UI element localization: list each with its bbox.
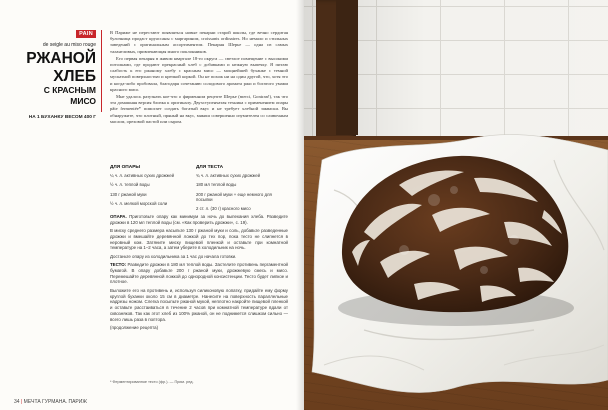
title-line-3: С КРАСНЫМ bbox=[43, 85, 96, 95]
dough-ingredients bbox=[196, 165, 288, 215]
title-line-1: РЖАНОЙ bbox=[26, 50, 96, 67]
starter-heading: ДЛЯ ОПАРЫ bbox=[110, 165, 141, 170]
step-text: Приготовьте опару как минимум за ночь до выпекания хлеба. Разведите дрожжи в 120 мл теплой воды (см. «Как проверить дрожжи», с. 19). bbox=[110, 214, 288, 225]
ingredient-item: 130 г ржаной муки bbox=[110, 191, 147, 197]
french-subtitle: de seigle au miso rouge bbox=[42, 42, 96, 48]
starter-ingredients bbox=[110, 165, 190, 210]
dough-heading: ДЛЯ ТЕСТА bbox=[196, 165, 224, 170]
step-text: Разведите дрожжи в 180 мл теплой воды. Застелите противень пергаментной бумагой. В опару добавьте 200 г ржаной муки, дрожжевую смесь и мисо. Перемешайте деревянной ложкой до однородной консистенции. Тесто будет липкое и плотное. bbox=[110, 262, 288, 285]
page-number: 34 bbox=[14, 399, 20, 405]
intro-paragraph: Мне удалось разузнать кое-что о фирменном рецепте Шерье (merci, Gontran!), так что эта домашняя версия близка к оригиналу. Двухступенчатая техника с применением опары pâte fermentée* помогает создать богатый вкус и не требует хлебной закваски. Вы обнаружите, что плотный, пряный на вкус, мякиш совершенно изумителен со сливочным маслом, ореховой пастой или сыром. bbox=[110, 94, 288, 124]
recipe-yield: НА 1 БУХАНКУ ВЕСОМ 400 Г bbox=[28, 115, 96, 120]
ingredient-item: 200 г ржаной муки + еще немного для посыпки bbox=[196, 191, 272, 202]
ingredient-item: 180 мл теплой воды bbox=[196, 182, 237, 188]
step-heading: ОПАРА. bbox=[110, 214, 127, 219]
intro-paragraph: В Париже не перестают появляться новые пекарни старой школы, где вечно сердитая булочница продаст круассаны с маргарином, croissants ordinaires. Но немало и стильных заведений с оригинальным ассортиментом. Пекарня Шерье — одна из самых талантливых, привлекающая много поклонников. bbox=[110, 30, 288, 54]
recipe-title-block bbox=[20, 22, 96, 120]
step-heading: ТЕСТО: bbox=[110, 262, 127, 268]
step-text: Достаньте опару из холодильника за 1 час до начала готовки. bbox=[110, 253, 237, 259]
title-line-2: ХЛЕБ bbox=[53, 68, 96, 85]
ingredient-item: 2 ст. л. (30 г) красного мисо bbox=[196, 206, 251, 212]
ingredient-item: ¾ ч. л. активных сухих дрожжей bbox=[196, 173, 261, 179]
rye-loaf-illustration bbox=[304, 0, 608, 410]
bread-photo bbox=[304, 0, 608, 410]
method-step bbox=[110, 214, 288, 226]
ingredient-item: ½ ч. л. мелкой морской соли bbox=[110, 200, 168, 206]
step-text: В миску среднего размера насыпьте 130 г ржаной муки и соль, добавьте разведенные дрожжи и вмешайте деревянной ложкой до тех пор, пока тесто не слипнется в неровный ком. Затяните миску пищевой пленкой и оставьте при комнатной температуре на 1–2 часа, а затем уберите в холодильник на ночь. bbox=[110, 228, 288, 251]
ingredient-item: ¼ ч. л. активных сухих дрожжей bbox=[110, 173, 175, 179]
intro-text bbox=[110, 30, 288, 126]
method-step bbox=[110, 254, 288, 260]
book-title-running-footer: МЕЧТА ГУРМАНА. ПАРИЖ bbox=[23, 399, 87, 405]
footnote: * Ферментированное тесто (фр.). — Прим. ред. bbox=[110, 380, 194, 384]
title-divider-rule bbox=[101, 30, 102, 112]
method-step bbox=[110, 325, 288, 331]
continued-note: (продолжение рецепта) bbox=[110, 325, 159, 331]
method-text bbox=[110, 214, 288, 333]
page-footer: 34 | МЕЧТА ГУРМАНА. ПАРИЖ bbox=[14, 399, 87, 405]
step-text: Выложите его на противень и, используя силиконовую лопатку, придайте ему форму круглой буханки около 15 см в диаметре. Нанесите на поверхность параллельные надрезы ножом. Слегка посыпьте ржаной мукой, неплотно накройте пищевой пленкой и оставьте расстаиваться в течение 2 часов при комнатной температуре вдали от сквозняков. Так как этот хлеб из 100% ржаной, он не поднимется слишком сильно — всего лишь раза в полтора. bbox=[110, 287, 288, 322]
method-step bbox=[110, 288, 288, 323]
french-title-badge: PAIN bbox=[76, 30, 96, 38]
method-step bbox=[110, 228, 288, 251]
intro-paragraph: Его первая пекарня в живом квартале 18-го округа — светлое помещение с высокими потолками, где продают прекрасный хлеб с добавками и нежную выпечку. Я питаю слабость к его ржаному хлебу с красным мисо — мощнейшей буханке с темной мускатной поверхностью и крепкой коркой. Он не похож ни на один другой, что, хотя это и когда-либо пробовала, благодаря сочетанию солодового аромата ржи и богатого умами красного мисо. bbox=[110, 55, 288, 92]
method-step bbox=[110, 262, 288, 285]
title-line-4: МИСО bbox=[70, 96, 96, 106]
ingredient-item: ½ ч. л. теплой воды bbox=[110, 182, 150, 188]
